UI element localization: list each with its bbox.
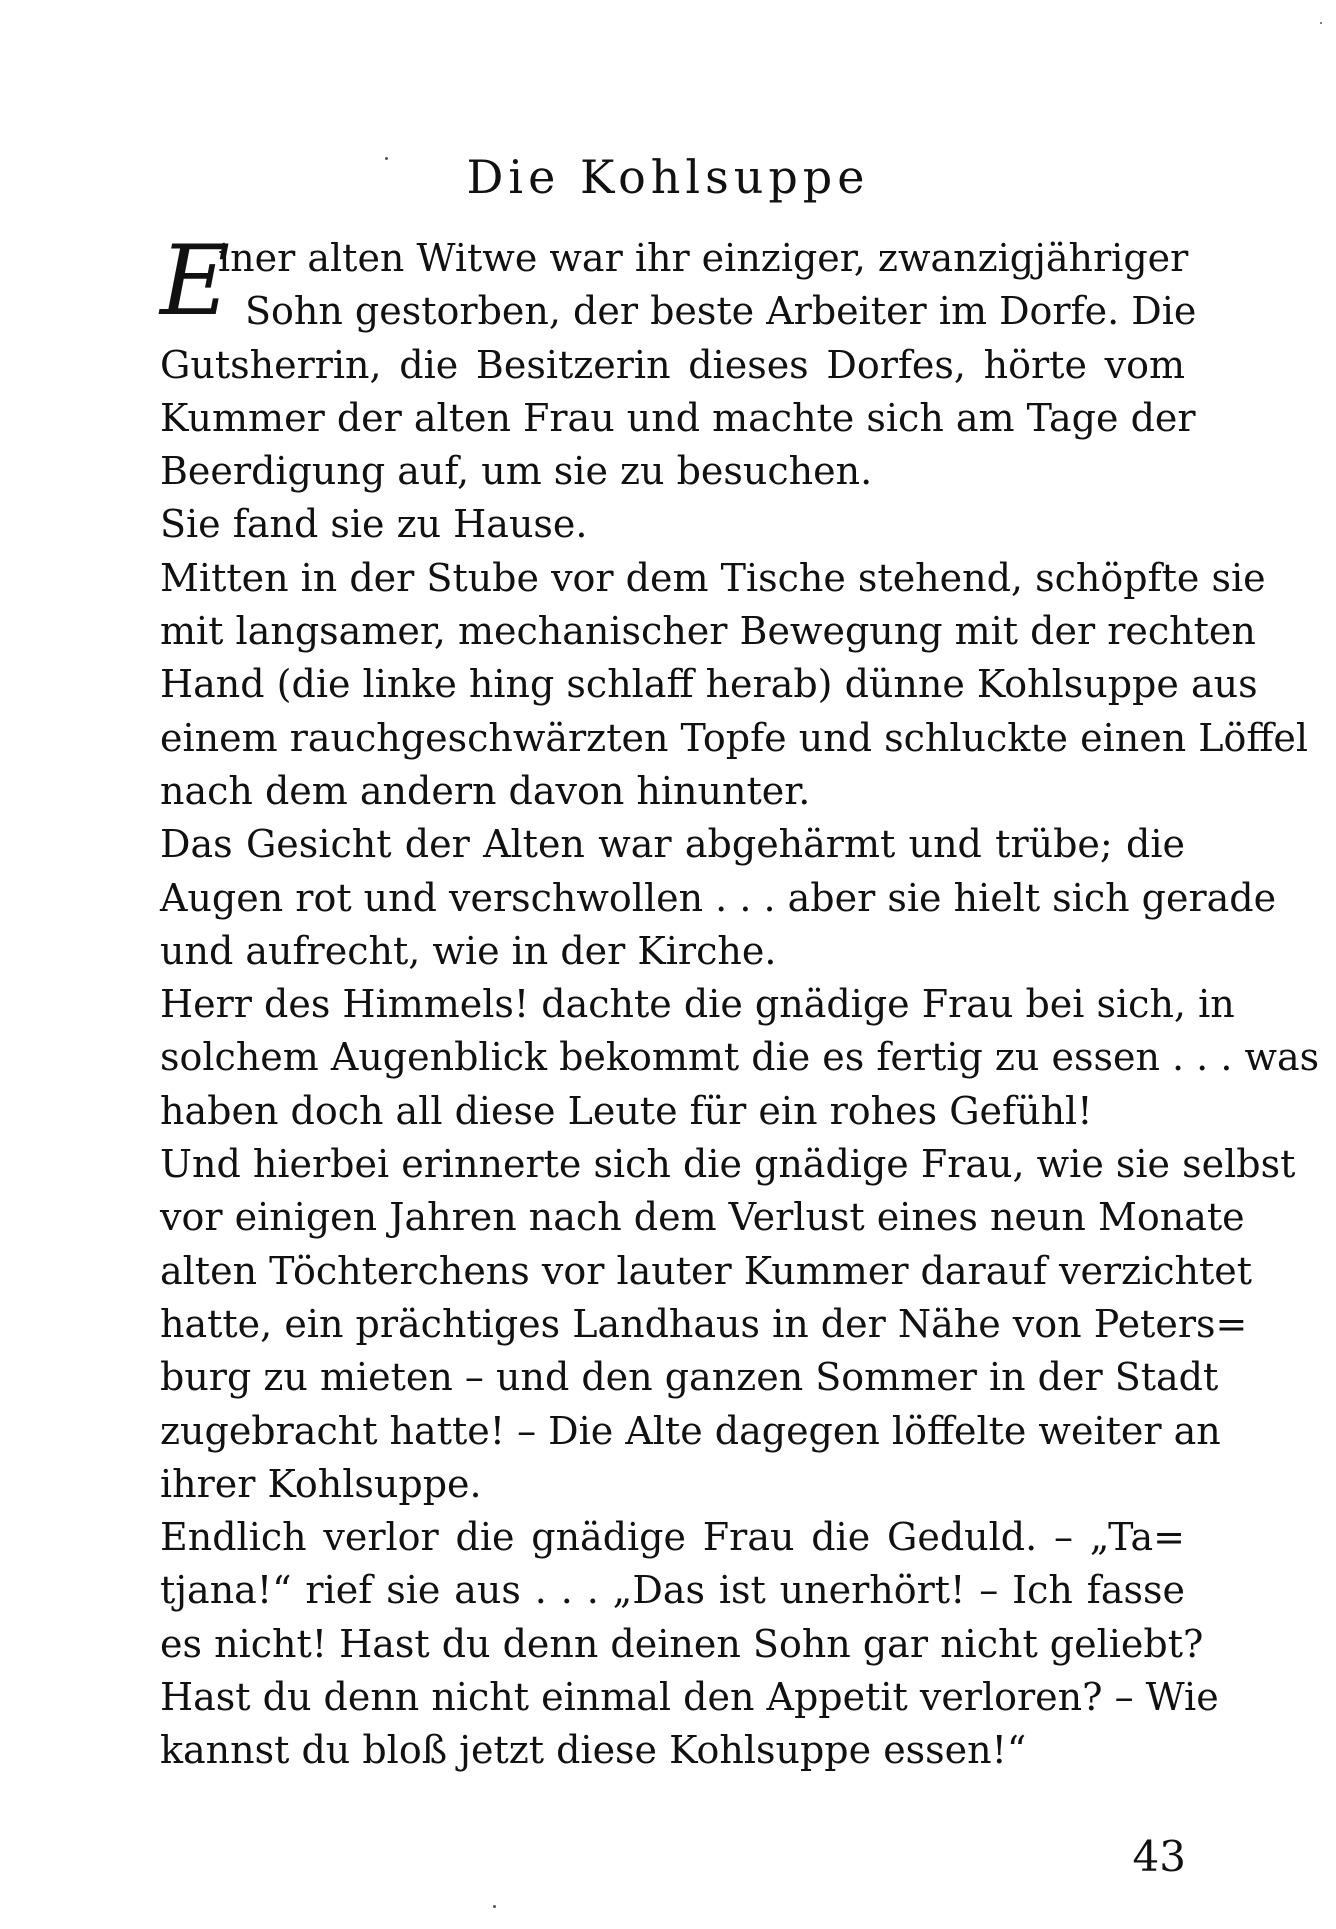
- text-line: [160, 872, 1277, 925]
- text-line-content: Sie fand sie zu Hause.: [160, 502, 588, 547]
- text-line-content: Sohn gestorben, der beste Arbeiter im Dorfe. Die: [245, 289, 1197, 334]
- text-line-content: Hand (die linke hing schlaff herab) dünne Kohlsuppe aus: [160, 662, 1258, 707]
- text-line-content: es nicht! Hast du denn deinen Sohn gar nicht geliebt?: [160, 1621, 1204, 1666]
- drop-cap-letter: E: [160, 225, 231, 337]
- text-line-content: solchem Augenblick bekommt die es fertig zu essen . . . was: [160, 1035, 1320, 1080]
- text-line: [160, 1618, 1204, 1671]
- text-line-content: Gutsherrin, die Besitzerin dieses Dorfes, hörte vom: [160, 342, 1185, 387]
- text-line: [160, 1031, 1320, 1084]
- text-line-content: Endlich verlor die gnädige Frau die Geduld. – „Ta=: [160, 1515, 1185, 1560]
- text-line: [160, 1671, 1219, 1724]
- page-title: Die Kohlsuppe: [466, 150, 870, 204]
- text-line-content: ihrer Kohlsuppe.: [160, 1461, 482, 1506]
- text-line: [160, 445, 1185, 498]
- text-line-content: einem rauchgeschwärzten Topfe und schluckte einen Löffel: [160, 715, 1309, 760]
- text-line: [160, 1138, 1296, 1191]
- text-line: [160, 1564, 1185, 1617]
- text-line-content: Und hierbei erinnerte sich die gnädige Frau, wie sie selbst: [160, 1142, 1296, 1187]
- text-line: [160, 925, 1185, 978]
- text-line-content: Augen rot und verschwollen . . . aber sie hielt sich gerade: [160, 875, 1277, 920]
- text-line: [160, 498, 1185, 551]
- text-line: [160, 1085, 1185, 1138]
- text-line: [160, 1298, 1248, 1351]
- text-line: [160, 1724, 1185, 1777]
- print-speck: [1320, 22, 1322, 24]
- text-line-content: hatte, ein prächtiges Landhaus in der Nähe von Peters=: [160, 1301, 1248, 1346]
- text-line: [160, 1191, 1245, 1244]
- text-line-content: Beerdigung auf, um sie zu besuchen.: [160, 449, 873, 494]
- text-line: [160, 712, 1309, 765]
- text-line: [160, 765, 1185, 818]
- text-line-content: nach dem andern davon hinunter.: [160, 768, 811, 813]
- text-line-content: Kummer der alten Frau und machte sich am Tage der: [160, 395, 1196, 440]
- text-line: [160, 1245, 1253, 1298]
- text-line-content: Hast du denn nicht einmal den Appetit verloren? – Wie: [160, 1675, 1219, 1720]
- text-line: [160, 978, 1235, 1031]
- text-line: [160, 818, 1185, 871]
- text-line-content: zugebracht hatte! – Die Alte dagegen löffelte weiter an: [160, 1408, 1221, 1453]
- text-line-content: Das Gesicht der Alten war abgehärmt und trübe; die: [160, 822, 1185, 867]
- text-line-content: vor einigen Jahren nach dem Verlust eines neun Monate: [160, 1195, 1245, 1240]
- text-line: [160, 1405, 1221, 1458]
- text-line-content: Mitten in der Stube vor dem Tische stehend, schöpfte sie: [160, 555, 1266, 600]
- text-line: [160, 392, 1196, 445]
- text-line-content: alten Töchterchens vor lauter Kummer darauf verzichtet: [160, 1248, 1253, 1293]
- text-line: [160, 1458, 1185, 1511]
- text-line-content: burg zu mieten – und den ganzen Sommer in der Stadt: [160, 1355, 1219, 1400]
- text-line: [160, 1351, 1219, 1404]
- text-line: [160, 552, 1266, 605]
- text-line: [160, 658, 1258, 711]
- story-text: [160, 225, 1320, 1778]
- text-line-content: und aufrecht, wie in der Kirche.: [160, 928, 777, 973]
- text-line-content: mit langsamer, mechanischer Bewegung mit der rechten: [160, 609, 1256, 654]
- text-line-content: Herr des Himmels! dachte die gnädige Frau bei sich, in: [160, 982, 1235, 1027]
- text-line-content: iner alten Witwe war ihr einziger, zwanzigjähriger: [218, 236, 1189, 280]
- text-line-content: kannst du bloß jetzt diese Kohlsuppe essen!“: [160, 1728, 1027, 1773]
- text-line: [160, 605, 1256, 658]
- text-line: [160, 339, 1185, 392]
- text-line: [160, 1511, 1185, 1564]
- text-line-content: haben doch all diese Leute für ein rohes Gefühl!: [160, 1088, 1093, 1133]
- print-speck: [385, 157, 388, 160]
- text-line: [160, 285, 1197, 338]
- print-speck: [493, 1905, 496, 1908]
- text-line-content: tjana!“ rief sie aus . . . „Das ist unerhört! – Ich fasse: [160, 1568, 1185, 1613]
- page-number: 43: [1132, 1832, 1186, 1881]
